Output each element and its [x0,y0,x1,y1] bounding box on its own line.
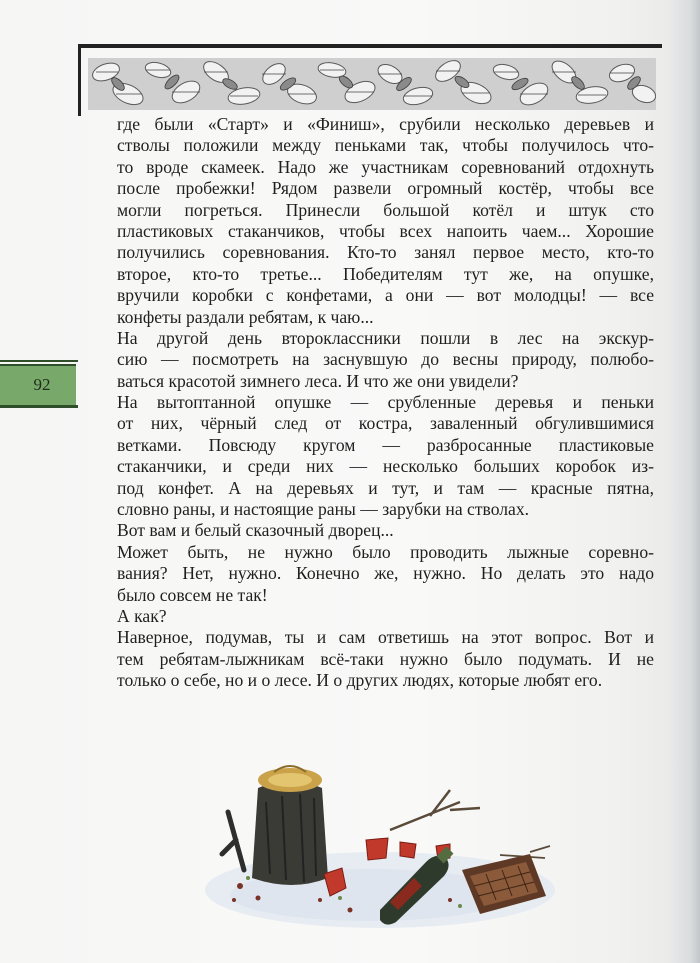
text-line: стаканчики, и среди них — несколько больших коробок из- [117,456,654,477]
text-line: конфеты раздали ребятам, к чаю... [117,306,374,327]
text-line: могли погреться. Принесли большой котёл и штук сто [117,199,654,220]
text-line: А как? [117,605,167,626]
leaf-ornament-banner [88,58,656,110]
text-line: ваться красотой зимнего леса. И что же они увидели? [117,370,519,391]
illustration [200,750,560,935]
text-line: тем ребятам-лыжникам всё-таки нужно было подумать. И не [117,648,654,669]
text-line: то вроде скамеек. Надо же участникам соревнований отдохнуть [117,156,654,177]
text-line: ветками. Повсюду кругом — разбросанные пластиковые [117,434,654,455]
text-line: только о себе, но и о лесе. И о других людях, которые любят его. [117,670,603,691]
tab-stripe-bottom [0,405,78,408]
page-number: 92 [33,375,51,394]
text-line: после пробежки! Рядом развели огромный костёр, чтобы все [117,178,654,199]
text-line: вручили коробки с конфетами, а они — вот молодцы! — все [117,285,654,306]
text-line: от них, чёрный след от костра, заваленный обгулившимися [117,413,654,434]
text-line: сию — посмотреть на заснувшую до весны природу, полюбо- [117,349,654,370]
text-line: пластиковых стаканчиков, чтобы всех напоить чаем... Хорошие [117,220,654,241]
text-line: где были «Старт» и «Финиш», срубили несколько деревьев и [117,114,654,134]
tab-stripe-top [0,360,78,362]
page-edge-shadow [668,0,700,963]
text-line: На другой день второклассники пошли в лес на экскур- [117,327,654,348]
top-rule-side [78,44,81,116]
text-line: под конфет. А на деревьях и тут, и там — красные пятна, [117,477,654,498]
page-number-tab [0,360,78,410]
body-text [117,114,654,692]
text-line: вания? Нет, нужно. Конечно же, нужно. Но делать это надо [117,563,654,584]
text-line: стволы положили между пеньками так, чтобы получилось что- [117,135,654,156]
text-line: Вот вам и белый сказочный дворец... [117,520,394,541]
stump-litter-illustration-icon [200,750,560,935]
leaf-pattern-icon [88,58,656,110]
text-line: второе, кто-то третье... Победителям тут же, на опушке, [117,263,654,284]
text-line: было совсем не так! [117,584,268,605]
top-rule [78,44,662,48]
text-line: Может быть, не нужно было проводить лыжные соревно- [117,541,654,562]
text-line: словно раны, и настоящие раны — зарубки на стволах. [117,499,530,520]
text-line: На вытоптанной опушке — срубленные деревья и пеньки [117,392,654,413]
text-line: получились соревнования. Кто-то занял первое место, кто-то [117,242,654,263]
text-line: Наверное, подумав, ты и сам ответишь на этот вопрос. Вот и [117,627,654,648]
